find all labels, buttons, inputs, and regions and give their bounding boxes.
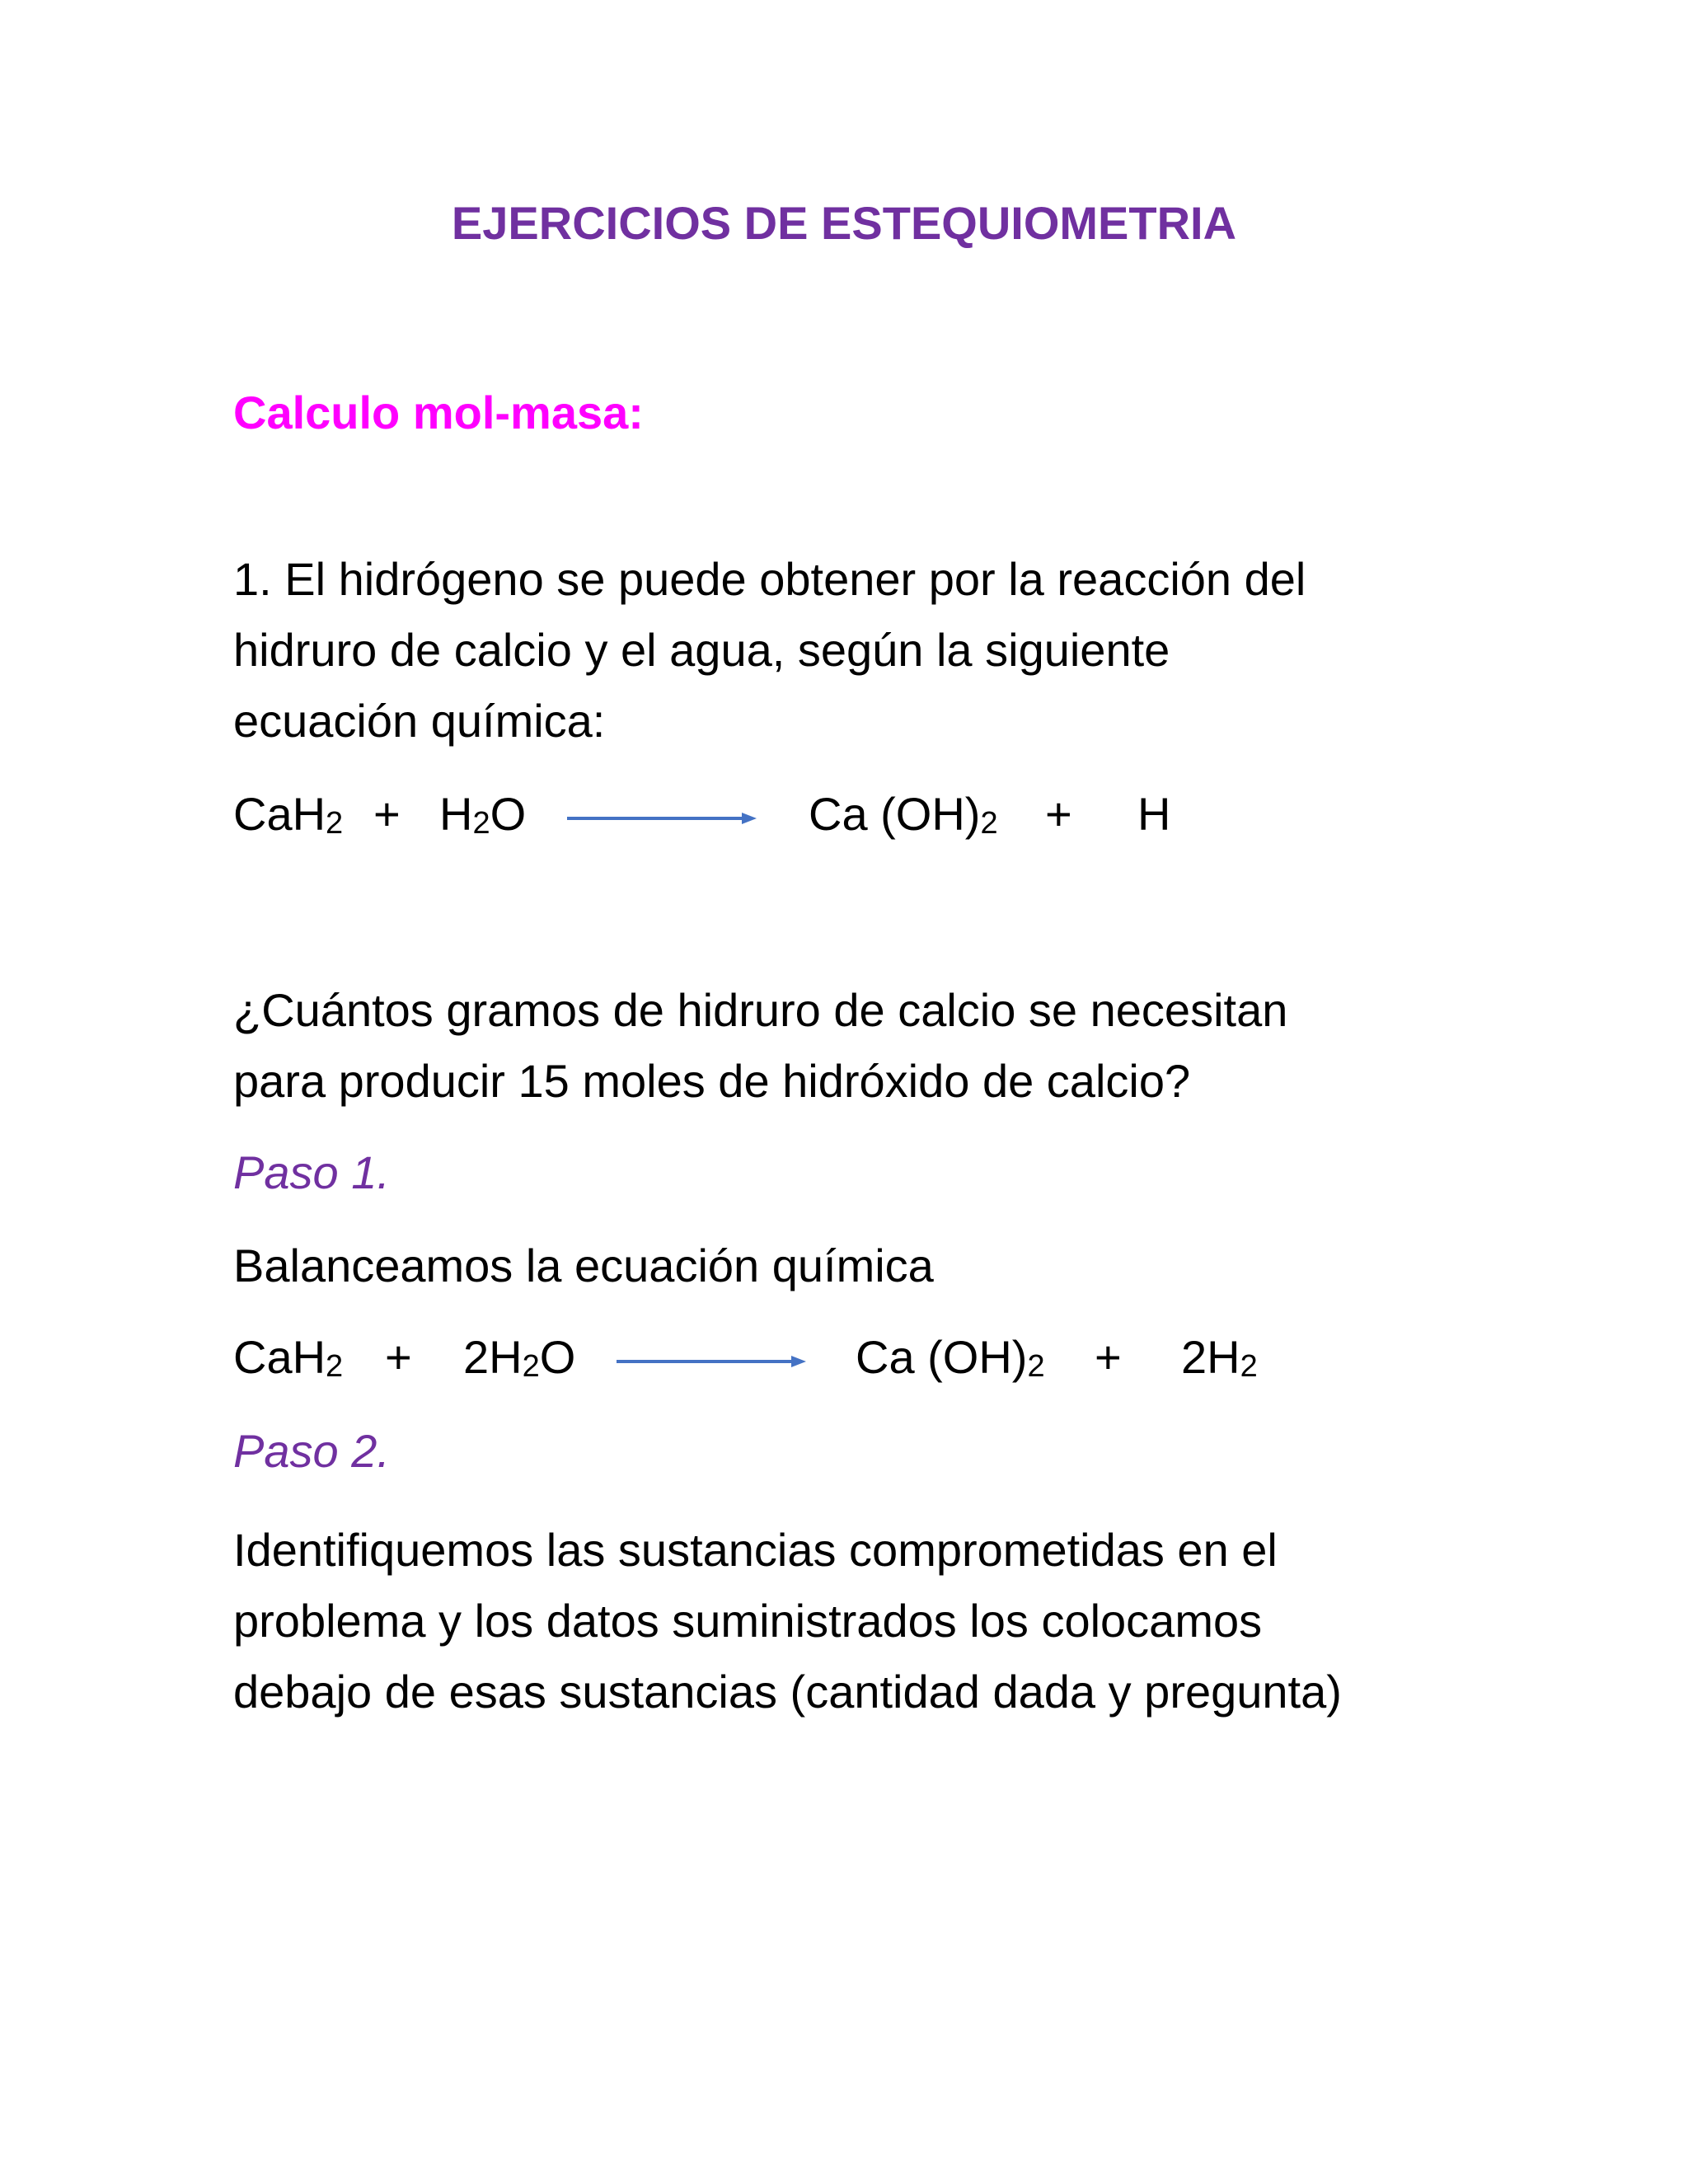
step1-text: Balanceamos la ecuación química	[233, 1240, 934, 1291]
reactant-h2o	[439, 787, 526, 841]
product-2h2	[1181, 1330, 1258, 1384]
reactant-h2o-base: H	[439, 788, 473, 840]
product-caoh2	[809, 787, 998, 841]
reactant-h2o-tail: O	[490, 788, 527, 840]
reaction-arrow-icon	[567, 810, 757, 827]
product-caoh2	[856, 1330, 1045, 1384]
product-2h2-subscript: 2	[1240, 1349, 1258, 1384]
reactant-cah2-base: CaH	[233, 1331, 326, 1383]
reactant-cah2-subscript: 2	[326, 1349, 344, 1384]
reactant-h2o-subscript: 2	[472, 806, 490, 841]
section-heading: Calculo mol-masa:	[233, 387, 644, 438]
balanced-equation	[233, 1330, 1470, 1396]
document-title: EJERCICIOS DE ESTEQUIOMETRIA	[451, 197, 1237, 249]
reaction-arrow-icon	[617, 1353, 806, 1370]
unbalanced-equation	[233, 787, 1470, 853]
plus-sign: +	[385, 1331, 412, 1383]
product-caoh2-subscript: 2	[980, 806, 998, 841]
plus-sign: +	[373, 788, 401, 840]
step1-label: Paso 1.	[233, 1146, 390, 1198]
problem-question: ¿Cuántos gramos de hidruro de calcio se necesitan para producir 15 moles de hidróxido de calcio?	[233, 984, 1288, 1107]
reactant-cah2	[233, 1330, 343, 1384]
reactant-cah2-subscript: 2	[326, 806, 344, 841]
product-2h2-base: 2H	[1181, 1331, 1240, 1383]
reactant-2h2o-subscript: 2	[522, 1349, 540, 1384]
product-caoh2-subscript: 2	[1027, 1349, 1045, 1384]
problem-statement: 1. El hidrógeno se puede obtener por la reacción del hidruro de calcio y el agua, según la siguiente ecuación química:	[233, 553, 1306, 747]
reactant-cah2-base: CaH	[233, 788, 326, 840]
step2-label: Paso 2.	[233, 1425, 390, 1477]
reactant-2h2o-tail: O	[539, 1331, 576, 1383]
reactant-2h2o	[463, 1330, 575, 1384]
reactant-cah2	[233, 787, 343, 841]
product-caoh2-base: Ca (OH)	[856, 1331, 1028, 1383]
product-caoh2-base: Ca (OH)	[809, 788, 981, 840]
reactant-2h2o-base: 2H	[463, 1331, 523, 1383]
step2-text: Identifiquemos las sustancias comprometidas en el problema y los datos suministrados los colocamos debajo de esas sustancias (cantidad dada y pregunta)	[233, 1524, 1342, 1718]
plus-sign: +	[1095, 1331, 1122, 1383]
plus-sign: +	[1045, 788, 1072, 840]
product-h: H	[1137, 788, 1171, 840]
